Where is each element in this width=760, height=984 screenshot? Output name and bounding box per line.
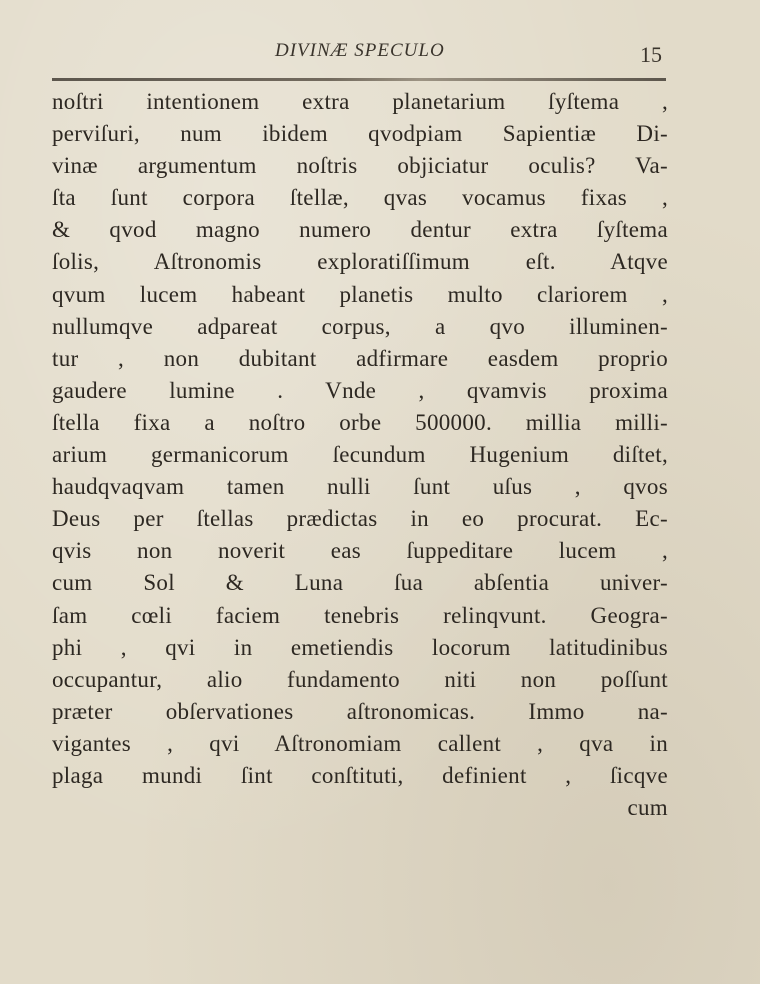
text-line: qvis non noverit eas ſuppeditare lucem , [52,538,668,564]
text-line: haudqvaqvam tamen nulli ſunt uſus , qvos [52,474,668,500]
text-line: ſtella fixa a noſtro orbe 500000. millia milli- [52,409,668,435]
text-line: & qvod magno numero dentur extra ſyſtema [52,217,668,243]
text-line: vinæ argumentum noſtris objiciatur oculis? Va- [52,153,668,179]
text-line: phi , qvi in emetiendis locorum latitudinibus [52,634,668,660]
running-head-title: DIVINÆ SPECULO [275,40,445,61]
text-line: tur , non dubitant adfirmare easdem proprio [52,345,668,371]
text-line: præter obſervationes aſtronomicas. Immo na- [52,698,668,724]
running-head [0,40,760,74]
text-line: occupantur, alio fundamento niti non poſſunt [52,666,668,692]
text-line: cum Sol & Luna ſua abſentia univer- [52,570,668,596]
page-number: 15 [640,42,662,67]
text-line: vigantes , qvi Aſtronomiam callent , qva in [52,730,668,756]
text-line: gaudere lumine . Vnde , qvamvis proxima [52,377,668,403]
text-line: ſam cœli faciem tenebris relinqvunt. Geogra- [52,602,668,628]
text-line: noſtri intentionem extra planetarium ſyſtema , [52,89,668,114]
text-line: ſta ſunt corpora ſtellæ, qvas vocamus fixas , [52,185,668,211]
text-line: Deus per ſtellas prædictas in eo procurat. Ec- [52,506,668,532]
text-line: perviſuri, num ibidem qvodpiam Sapientiæ Di- [52,121,668,147]
body-text [52,86,668,824]
text-line: arium germanicorum ſecundum Hugenium diſtet, [52,442,668,468]
header-rule [52,78,666,81]
text-line: plaga mundi ſint conſtituti, definient , ſicqve [52,762,668,788]
catchword: cum [627,795,668,821]
text-line: qvum lucem habeant planetis multo clariorem , [52,281,668,307]
text-line: nullumqve adpareat corpus, a qvo illuminen- [52,313,668,339]
text-line: ſolis, Aſtronomis exploratiſſimum eſt. Atqve [52,249,668,275]
